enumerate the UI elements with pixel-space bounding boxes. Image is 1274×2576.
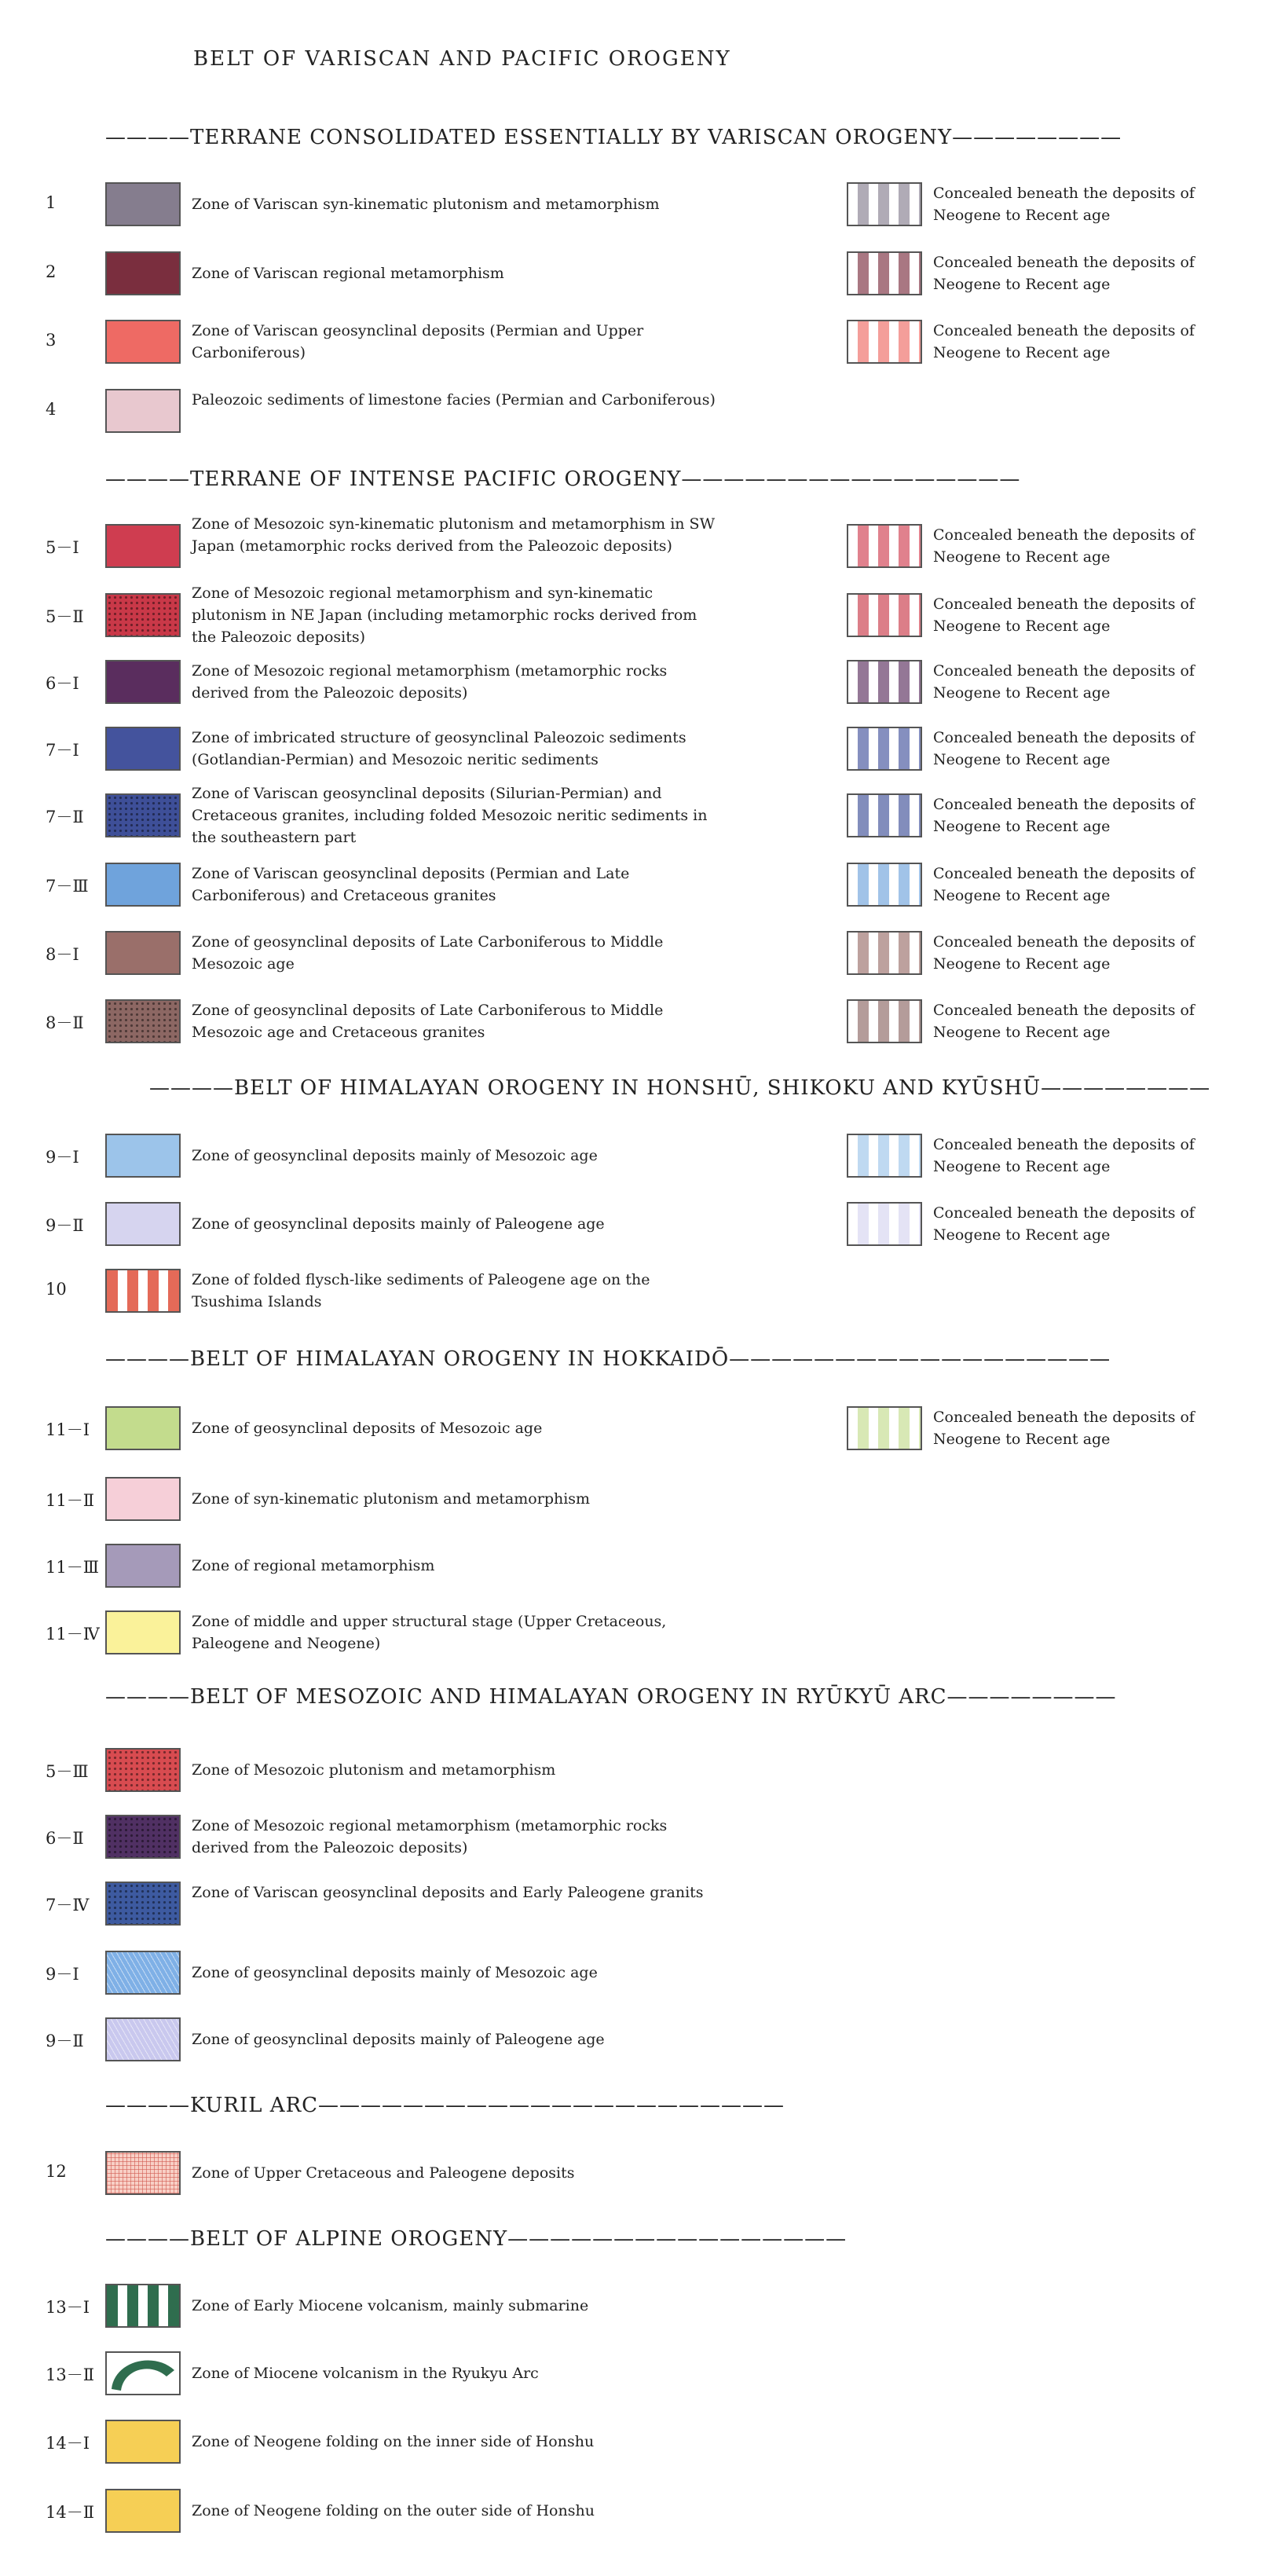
legend-description: Zone of Mesozoic regional metamorphism (metamorphic rocks derived from the Paleozoic deposits) <box>192 1817 668 1856</box>
legend-description: Paleozoic sediments of limestone facies (Permian and Carboniferous) <box>192 391 716 409</box>
legend-description: Zone of geosynclinal deposits of Late Carboniferous to Middle Mesozoic age and Cretaceous granites <box>192 1002 664 1041</box>
legend-number: 3 <box>46 331 57 350</box>
concealed-description: Concealed beneath the deposits of Neogene to Recent age <box>933 322 1195 361</box>
concealed-description: Concealed beneath the deposits of Neogene to Recent age <box>933 1409 1195 1448</box>
legend-number: 7－Ⅲ <box>46 877 89 896</box>
concealed-description: Concealed beneath the deposits of Neogene to Recent age <box>933 796 1195 835</box>
legend-swatch <box>105 593 181 637</box>
concealed-swatch <box>847 1134 922 1178</box>
concealed-swatch <box>847 182 922 226</box>
legend-description: Zone of geosynclinal deposits mainly of Paleogene age <box>192 2031 605 2048</box>
legend-description: Zone of geosynclinal deposits of Late Carboniferous to Middle Mesozoic age <box>192 933 664 973</box>
legend-number: 9－Ⅱ <box>46 2032 84 2050</box>
concealed-description: Concealed beneath the deposits of Neogene to Recent age <box>933 1002 1195 1041</box>
legend-number: 11－Ⅱ <box>46 1491 94 1510</box>
legend-description: Zone of Variscan geosynclinal deposits (Permian and Late Carboniferous) and Cretaceous granites <box>192 865 630 904</box>
legend-swatch <box>105 1406 181 1450</box>
legend-swatch <box>105 1477 181 1521</box>
concealed-description: Concealed beneath the deposits of Neogene to Recent age <box>933 1204 1195 1244</box>
legend-number: 13－Ⅱ <box>46 2365 94 2384</box>
legend-description: Zone of Variscan regional metamorphism <box>192 265 504 282</box>
legend-description: Zone of Variscan syn-kinematic plutonism and metamorphism <box>192 196 660 213</box>
concealed-description: Concealed beneath the deposits of Neogene to Recent age <box>933 185 1195 224</box>
legend-number: 14－Ⅱ <box>46 2503 94 2522</box>
legend-description: Zone of Mesozoic regional metamorphism and syn-kinematic plutonism in NE Japan (including metamorphic rocks derived from the Paleozoic deposits) <box>192 584 697 646</box>
section-heading: ————BELT OF ALPINE OROGENY———————————————— <box>105 2227 848 2251</box>
concealed-description: Concealed beneath the deposits of Neogene to Recent age <box>933 933 1195 973</box>
legend-number: 8－Ⅰ <box>46 945 79 964</box>
concealed-description: Concealed beneath the deposits of Neogene to Recent age <box>933 662 1195 702</box>
concealed-swatch <box>847 320 922 364</box>
legend-number: 11－Ⅰ <box>46 1420 90 1439</box>
legend-swatch <box>105 727 181 771</box>
legend-swatch <box>105 1882 181 1926</box>
legend-number: 6－Ⅱ <box>46 1829 84 1848</box>
legend-description: Zone of imbricated structure of geosynclinal Paleozoic sediments (Gotlandian-Permian) and Mesozoic neritic sediments <box>192 729 686 768</box>
legend-number: 5－Ⅲ <box>46 1762 89 1781</box>
section-heading: ————BELT OF MESOZOIC AND HIMALAYAN OROGENY IN RYŪKYŪ ARC———————— <box>105 1685 1117 1709</box>
concealed-description: Concealed beneath the deposits of Neogene to Recent age <box>933 729 1195 768</box>
legend-number: 6－Ⅰ <box>46 674 79 693</box>
legend-number: 2 <box>46 262 57 281</box>
concealed-swatch <box>847 660 922 704</box>
legend-number: 14－Ⅰ <box>46 2434 90 2453</box>
legend-swatch <box>105 1544 181 1588</box>
legend-swatch <box>105 1748 181 1792</box>
legend-swatch <box>105 863 181 907</box>
legend-swatch <box>105 1610 181 1654</box>
legend-number: 12 <box>46 2162 67 2181</box>
arc-symbol-icon <box>107 2353 179 2394</box>
legend-number: 11－Ⅲ <box>46 1558 99 1577</box>
legend-number: 1 <box>46 193 57 212</box>
legend-swatch <box>105 1134 181 1178</box>
legend-swatch <box>105 793 181 837</box>
legend-description: Zone of geosynclinal deposits mainly of Paleogene age <box>192 1215 605 1233</box>
section-heading: ————BELT OF HIMALAYAN OROGENY IN HONSHŪ, SHIKOKU AND KYŪSHŪ———————— <box>149 1076 1211 1100</box>
legend-number: 7－Ⅳ <box>46 1896 90 1915</box>
legend-swatch <box>105 182 181 226</box>
legend-swatch <box>105 2489 181 2533</box>
section-heading: ————TERRANE OF INTENSE PACIFIC OROGENY———————————————— <box>105 467 1021 491</box>
concealed-swatch <box>847 999 922 1043</box>
legend-number: 8－Ⅱ <box>46 1013 84 1032</box>
page-title: BELT OF VARISCAN AND PACIFIC OROGENY <box>193 47 731 71</box>
legend-swatch <box>105 660 181 704</box>
legend-swatch <box>105 2284 181 2328</box>
legend-description: Zone of Variscan geosynclinal deposits (Permian and Upper Carboniferous) <box>192 322 644 361</box>
legend-number: 4 <box>46 400 57 419</box>
legend-description: Zone of Mesozoic syn-kinematic plutonism and metamorphism in SW Japan (metamorphic rocks derived from the Paleozoic deposits) <box>192 515 716 555</box>
legend-description: Zone of geosynclinal deposits mainly of Mesozoic age <box>192 1147 598 1164</box>
legend-number: 10 <box>46 1280 67 1299</box>
legend-swatch <box>105 2017 181 2061</box>
legend-swatch <box>105 320 181 364</box>
concealed-description: Concealed beneath the deposits of Neogene to Recent age <box>933 595 1195 635</box>
legend-description: Zone of Variscan geosynclinal deposits (Silurian-Permian) and Cretaceous granites, including folded Mesozoic neritic sediments in the southeastern part <box>192 785 708 846</box>
legend-description: Zone of regional metamorphism <box>192 1557 435 1574</box>
concealed-swatch <box>847 593 922 637</box>
legend-swatch <box>105 524 181 568</box>
legend-number: 9－Ⅰ <box>46 1965 79 1984</box>
legend-description: Zone of middle and upper structural stage (Upper Cretaceous, Paleogene and Neogene) <box>192 1613 667 1652</box>
concealed-swatch <box>847 727 922 771</box>
concealed-description: Concealed beneath the deposits of Neogene to Recent age <box>933 526 1195 566</box>
concealed-swatch <box>847 1202 922 1246</box>
legend-swatch <box>105 2420 181 2464</box>
legend-swatch <box>105 1202 181 1246</box>
section-heading: ————TERRANE CONSOLIDATED ESSENTIALLY BY VARISCAN OROGENY———————— <box>105 126 1122 149</box>
section-heading: ————BELT OF HIMALAYAN OROGENY IN HOKKAIDŌ—————————————————— <box>105 1347 1111 1371</box>
legend-description: Zone of Early Miocene volcanism, mainly submarine <box>192 2297 589 2314</box>
legend-description: Zone of Neogene folding on the outer side of Honshu <box>192 2502 595 2519</box>
concealed-description: Concealed beneath the deposits of Neogene to Recent age <box>933 865 1195 904</box>
concealed-swatch <box>847 251 922 295</box>
legend-number: 5－Ⅱ <box>46 607 84 626</box>
concealed-swatch <box>847 524 922 568</box>
concealed-swatch <box>847 793 922 837</box>
legend-swatch <box>105 1951 181 1995</box>
legend-description: Zone of Mesozoic plutonism and metamorphism <box>192 1761 556 1779</box>
concealed-description: Concealed beneath the deposits of Neogene to Recent age <box>933 254 1195 293</box>
legend-number: 9－Ⅱ <box>46 1216 84 1235</box>
legend-description: Zone of Miocene volcanism in the Ryukyu Arc <box>192 2365 539 2382</box>
legend-swatch <box>105 931 181 975</box>
legend-description: Zone of syn-kinematic plutonism and metamorphism <box>192 1490 591 1508</box>
concealed-swatch <box>847 931 922 975</box>
legend-description: Zone of geosynclinal deposits mainly of Mesozoic age <box>192 1964 598 1981</box>
legend-swatch <box>105 251 181 295</box>
legend-description: Zone of Mesozoic regional metamorphism (metamorphic rocks derived from the Paleozoic deposits) <box>192 662 668 702</box>
legend-swatch <box>105 1815 181 1859</box>
legend-swatch <box>105 1269 181 1313</box>
legend-description: Zone of Variscan geosynclinal deposits and Early Paleogene granits <box>192 1884 704 1901</box>
legend-swatch <box>105 2351 181 2395</box>
legend-number: 13－Ⅰ <box>46 2298 90 2317</box>
legend-number: 11－Ⅳ <box>46 1625 100 1643</box>
legend-swatch <box>105 389 181 433</box>
legend-number: 7－Ⅱ <box>46 808 84 826</box>
legend-swatch <box>105 2151 181 2195</box>
concealed-swatch <box>847 863 922 907</box>
legend-description: Zone of Upper Cretaceous and Paleogene deposits <box>192 2164 575 2182</box>
legend-description: Zone of folded flysch-like sediments of Paleogene age on the Tsushima Islands <box>192 1271 650 1310</box>
legend-number: 5－Ⅰ <box>46 538 79 557</box>
legend-description: Zone of geosynclinal deposits of Mesozoic age <box>192 1420 543 1437</box>
legend-number: 9－Ⅰ <box>46 1148 79 1167</box>
section-heading: ————KURIL ARC—————————————————————— <box>105 2094 785 2117</box>
legend-swatch <box>105 999 181 1043</box>
concealed-description: Concealed beneath the deposits of Neogene to Recent age <box>933 1136 1195 1175</box>
concealed-swatch <box>847 1406 922 1450</box>
legend-description: Zone of Neogene folding on the inner side of Honshu <box>192 2433 595 2450</box>
legend-number: 7－Ⅰ <box>46 741 79 760</box>
